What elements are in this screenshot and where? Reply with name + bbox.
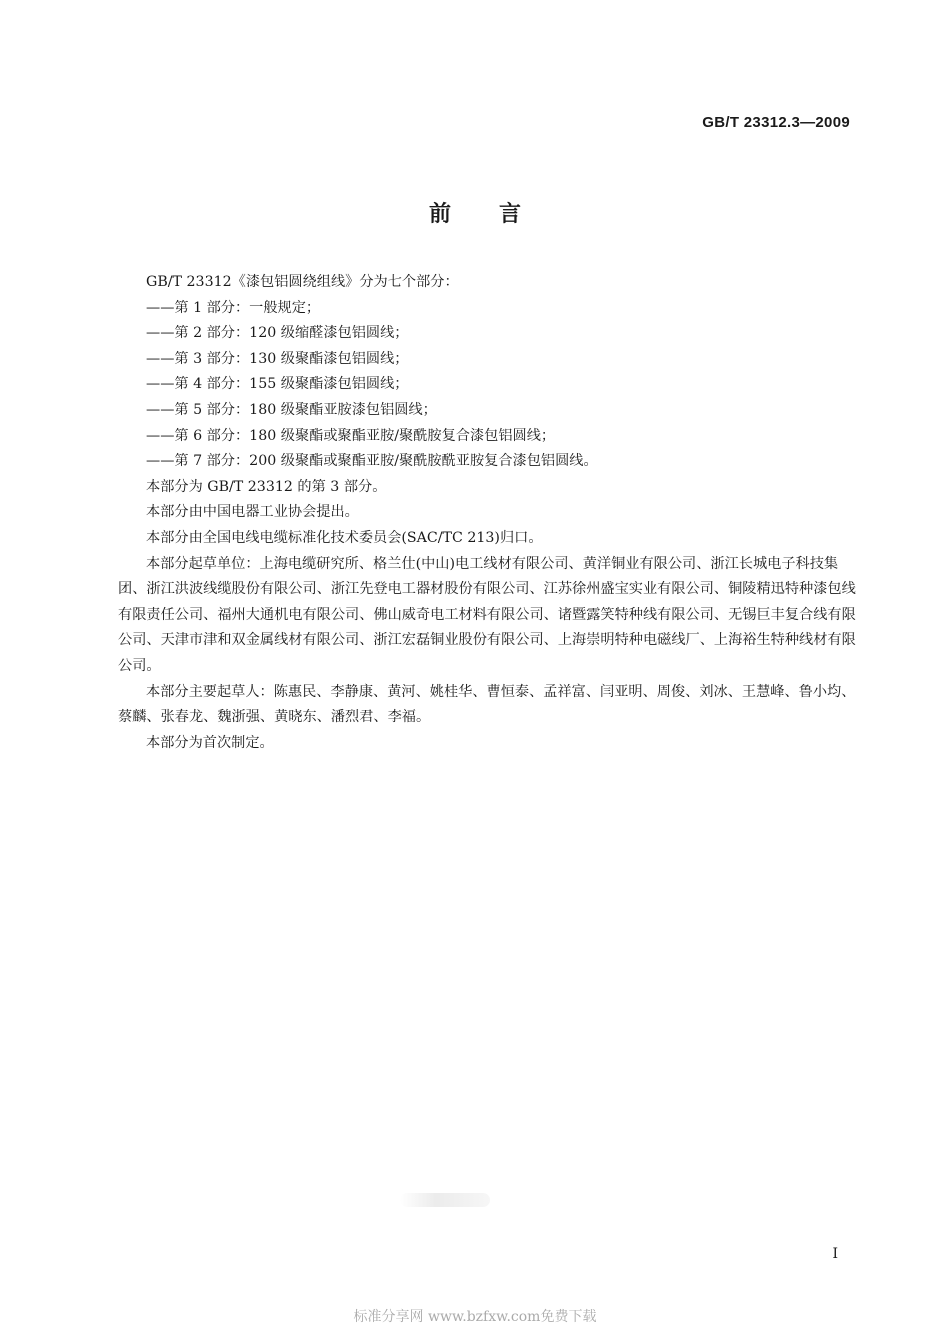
part-list-item: ——第 4 部分：155 级聚酯漆包铝圆线；: [146, 376, 409, 393]
part-list-item: ——第 5 部分：180 级聚酯亚胺漆包铝圆线；: [146, 401, 437, 418]
foreword-body: [118, 270, 862, 756]
part-list-item: ——第 1 部分：一般规定；: [146, 299, 321, 316]
watermark: 标准分享网 www.bzfxw.com免费下载: [353, 1309, 597, 1325]
body-paragraph: 本部分由全国电线电缆标准化技术委员会(SAC/TC 213)归口。: [146, 529, 543, 546]
part-list-item: ——第 2 部分：120 级缩醛漆包铝圆线；: [146, 325, 409, 342]
body-paragraph: 本部分为首次制定。: [146, 734, 274, 751]
body-paragraph: 本部分由中国电器工业协会提出。: [146, 504, 359, 521]
scan-smudge: [400, 1193, 490, 1207]
body-paragraph: 本部分为 GB/T 23312 的第 3 部分。: [146, 478, 387, 495]
standard-number: GB/T 23312.3—2009: [702, 114, 850, 131]
page-title: 前言: [428, 202, 569, 227]
part-list-item: ——第 6 部分：180 级聚酯或聚酯亚胺/聚酰胺复合漆包铝圆线；: [146, 427, 556, 444]
part-list-item: ——第 7 部分：200 级聚酯或聚酯亚胺/聚酰胺酰亚胺复合漆包铝圆线。: [146, 453, 598, 470]
part-list-item: ——第 3 部分：130 级聚酯漆包铝圆线；: [146, 350, 409, 367]
page-number: I: [832, 1246, 838, 1262]
drafters-paragraph: 本部分主要起草人：陈惠民、李静康、黄河、姚桂华、曹恒泰、孟祥富、闫亚明、周俊、刘冰、王慧峰、鲁小均、蔡麟、张春龙、魏浙强、黄晓东、潘烈君、李福。: [118, 683, 856, 726]
intro-paragraph: GB/T 23312《漆包铝圆绕组线》分为七个部分：: [146, 274, 459, 290]
drafting-units-paragraph: 本部分起草单位：上海电缆研究所、格兰仕(中山)电工线材有限公司、黄洋铜业有限公司、浙江长城电子科技集团、浙江洪波线缆股份有限公司、浙江先登电工器材股份有限公司、江苏徐州盛宝实业有限公司、铜陵精迅特种漆包线有限责任公司、福州大通机电有限公司、佛山威奇电工材料有限公司、诸暨露笑特种线有限公司、无锡巨丰复合线有限公司、天津市津和双金属线材有限公司、浙江宏磊铜业股份有限公司、上海崇明特种电磁线厂、上海裕生特种线材有限公司。: [118, 555, 856, 674]
